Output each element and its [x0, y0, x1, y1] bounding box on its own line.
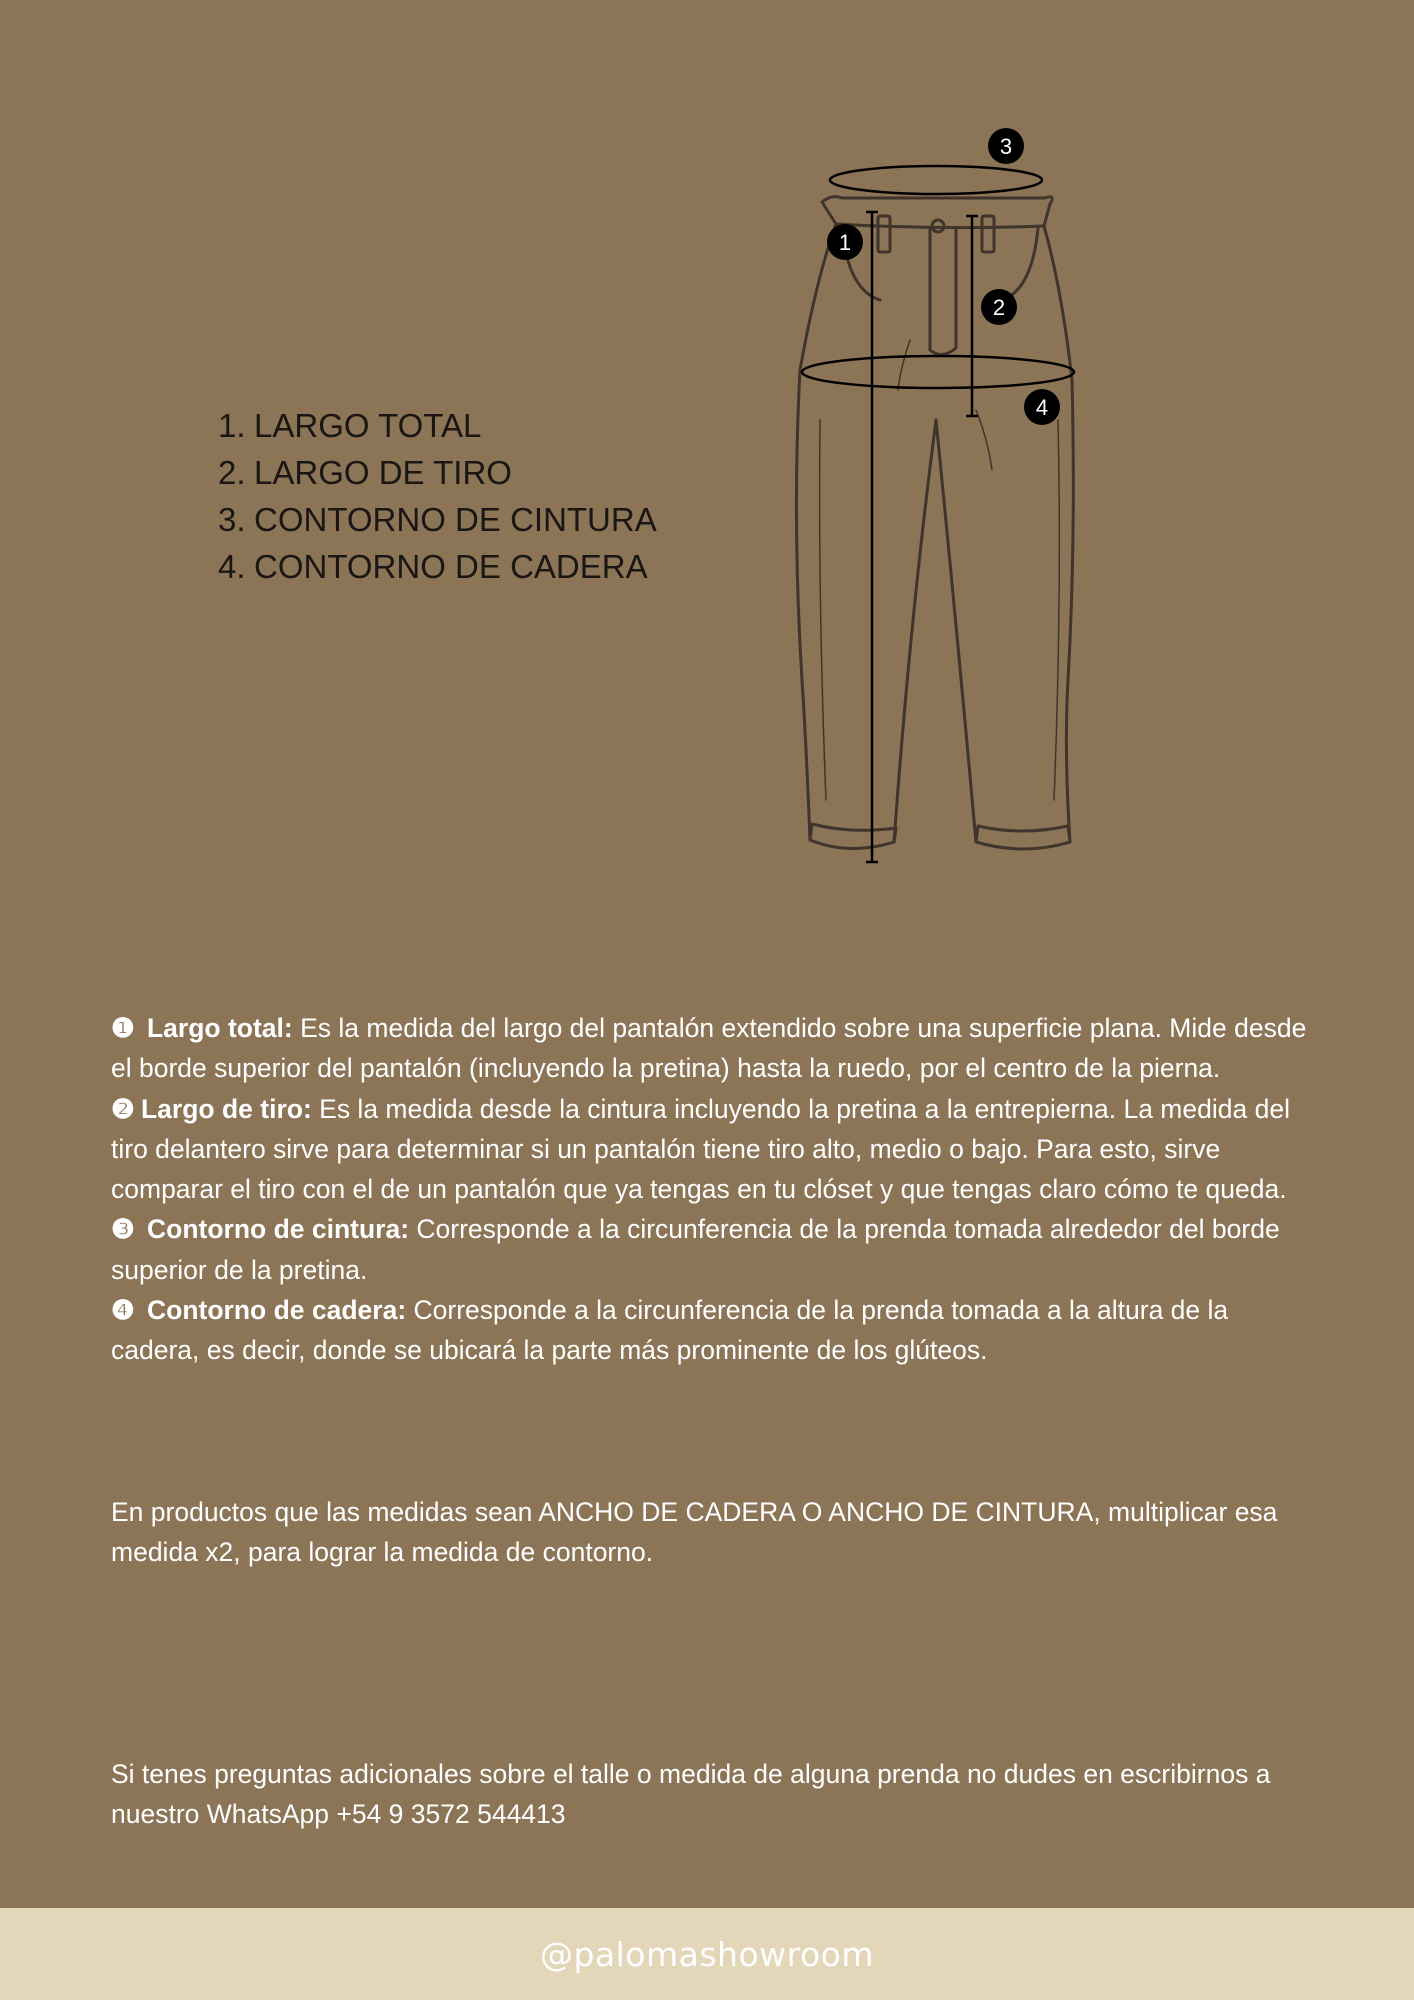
definition-text: Es la medida del largo del pantalón extendido sobre una superficie plana. Mide desde el borde superior del pantalón (incluyendo la pretina) hasta la ruedo, por el centro de la pierna.: [111, 1013, 1307, 1084]
definitions-block: [111, 1008, 1321, 1371]
contact-text: Si tenes preguntas adicionales sobre el talle o medida de alguna prenda no dudes en escribirnos a nuestro WhatsApp +54 9 3572 544413: [111, 1759, 1271, 1830]
legend-number: 1.: [218, 407, 246, 444]
definition-term: Largo de tiro:: [141, 1093, 312, 1124]
hip-contour-line: [802, 356, 1074, 388]
bullet-icon: ❸: [111, 1214, 135, 1245]
definition-text: Corresponde a la circunferencia de la prenda tomada alrededor del borde superior de la pretina.: [111, 1214, 1280, 1285]
measurement-legend: [218, 402, 657, 590]
contour-note: En productos que las medidas sean ANCHO DE CADERA O ANCHO DE CINTURA, multiplicar esa medida x2, para lograr la medida de contorno.: [111, 1497, 1278, 1568]
marker-3: [988, 128, 1024, 164]
definition-item: [111, 1290, 1321, 1371]
legend-label: LARGO DE TIRO: [254, 454, 512, 491]
marker-label: 3: [999, 134, 1013, 159]
bullet-icon: ❶: [111, 1013, 135, 1043]
legend-item: [218, 449, 657, 496]
marker-label: 2: [992, 295, 1006, 320]
legend-number: 4.: [218, 548, 246, 585]
pants-measurement-diagram: [780, 120, 1100, 880]
definition-term: Contorno de cintura:: [147, 1214, 410, 1245]
legend-item: [218, 496, 657, 543]
marker-2: [981, 289, 1017, 325]
legend-label: LARGO TOTAL: [254, 407, 482, 444]
legend-item: [218, 543, 657, 590]
legend-number: 2.: [218, 454, 246, 491]
legend-label: CONTORNO DE CADERA: [254, 548, 648, 585]
marker-4: [1024, 389, 1060, 425]
marker-label: 4: [1035, 395, 1049, 420]
legend-number: 3.: [218, 501, 246, 538]
definition-item: [111, 1209, 1321, 1290]
waist-contour-line: [830, 166, 1042, 194]
marker-label: 1: [838, 230, 852, 255]
bullet-icon: ❹: [111, 1295, 135, 1326]
pants-illustration: [780, 120, 1100, 880]
definition-term: Largo total:: [147, 1013, 293, 1043]
marker-1: [827, 224, 863, 260]
legend-item: [218, 402, 657, 449]
definition-item: [111, 1089, 1321, 1210]
footer-bar: [0, 1908, 1414, 2000]
legend-label: CONTORNO DE CINTURA: [254, 501, 657, 538]
definition-item: [111, 1008, 1321, 1089]
instagram-handle[interactable]: @palomashowroom: [539, 1934, 875, 1974]
definition-text: Es la medida desde la cintura incluyendo la pretina a la entrepierna. La medida del tiro delantero sirve para determinar si un pantalón tiene tiro alto, medio o bajo. Para esto, sirve comparar el tiro con el de un pantalón que ya tengas en tu clóset y que tengas claro cómo te queda.: [111, 1093, 1290, 1205]
bullet-icon: ❷: [111, 1093, 135, 1124]
definition-text: Corresponde a la circunferencia de la prenda tomada a la altura de la cadera, es decir, donde se ubicará la parte más prominente de los glúteos.: [111, 1295, 1229, 1366]
definition-term: Contorno de cadera:: [147, 1295, 407, 1326]
